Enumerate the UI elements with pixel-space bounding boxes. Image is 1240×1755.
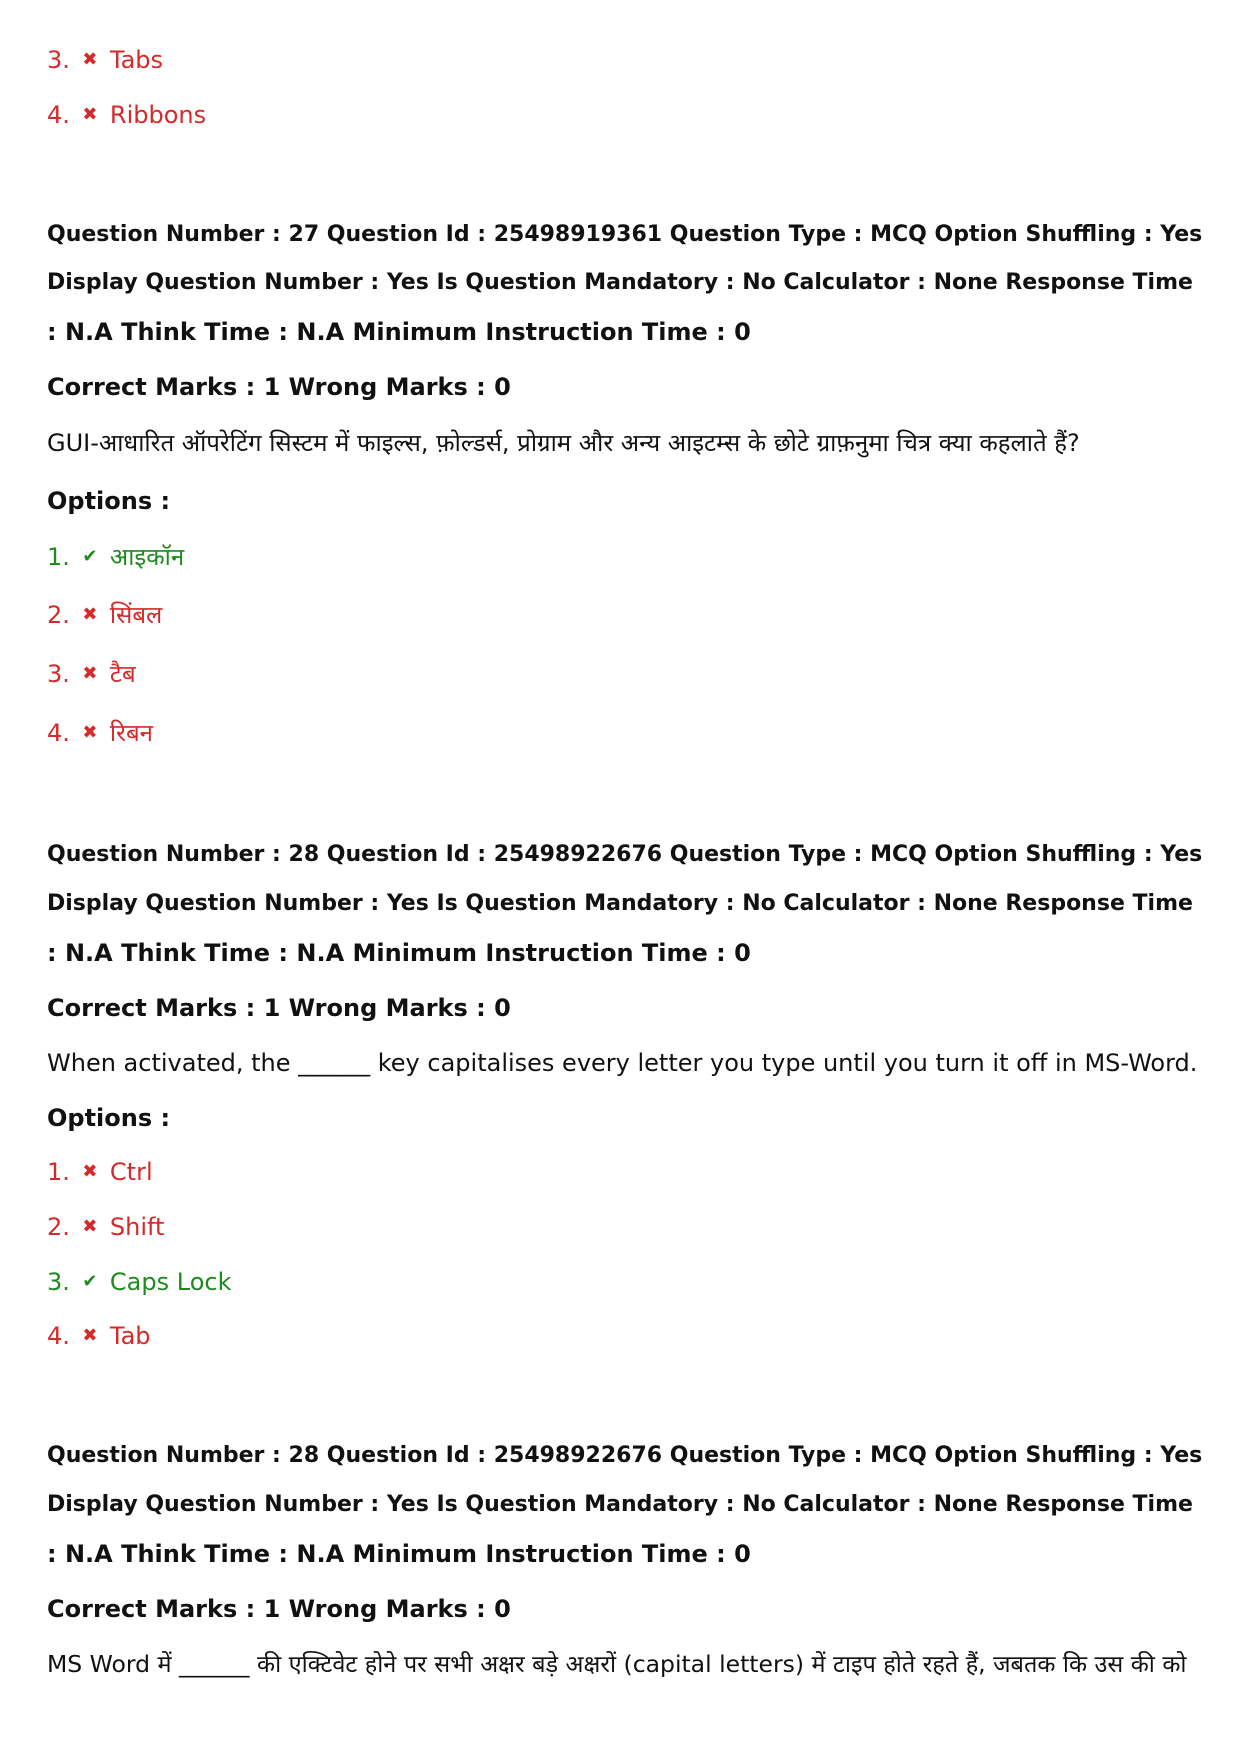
marks-line: Correct Marks : 1 Wrong Marks : 0: [47, 373, 511, 401]
question-meta-line: Display Question Number : Yes Is Question Mandatory : No Calculator : None Response Time: [47, 891, 1193, 916]
wrong-icon: ✖: [82, 663, 98, 684]
option-text: टैब: [109, 660, 136, 688]
option-text: Tab: [109, 1322, 151, 1350]
wrong-icon: ✖: [82, 1161, 98, 1182]
wrong-icon: ✖: [82, 1325, 98, 1346]
question-meta-line: Question Number : 27 Question Id : 25498919361 Question Type : MCQ Option Shuffling : Yes: [47, 222, 1203, 247]
wrong-icon: ✖: [82, 604, 98, 625]
question-meta-line: Display Question Number : Yes Is Question Mandatory : No Calculator : None Response Time: [47, 270, 1193, 295]
option-text: रिबन: [109, 719, 153, 747]
question-meta-line: : N.A Think Time : N.A Minimum Instruction Time : 0: [47, 318, 751, 346]
option-item: 4. ✖ Ribbons: [47, 101, 207, 129]
option-text: Ribbons: [109, 101, 207, 129]
question-text: GUI-आधारित ऑपरेटिंग सिस्टम में फाइल्स, फ़ोल्डर्स, प्रोग्राम और अन्य आइटम्स के छोटे ग्राफ़नुमा चित्र क्या कहलाते हैं?: [47, 429, 1080, 457]
wrong-icon: ✖: [82, 722, 98, 743]
wrong-icon: ✖: [82, 104, 98, 125]
marks-line: Correct Marks : 1 Wrong Marks : 0: [47, 1595, 511, 1623]
options-label: Options :: [47, 1104, 171, 1132]
question-text: MS Word में ______ की एक्टिवेट होने पर सभी अक्षर बड़े अक्षरों (capital letters) में टाइप होते रहते हैं, जबतक कि उस की को: [47, 1650, 1187, 1678]
check-icon: ✔: [82, 1271, 98, 1292]
option-text: Ctrl: [109, 1158, 153, 1186]
wrong-icon: ✖: [82, 1216, 98, 1237]
option-item: 1. ✔ आइकॉन: [47, 543, 185, 571]
question-meta-line: : N.A Think Time : N.A Minimum Instruction Time : 0: [47, 939, 751, 967]
question-meta-line: Question Number : 28 Question Id : 25498922676 Question Type : MCQ Option Shuffling : Yes: [47, 1443, 1203, 1468]
option-item: 3. ✖ टैब: [47, 660, 136, 688]
wrong-icon: ✖: [82, 49, 98, 70]
option-item: 2. ✖ सिंबल: [47, 601, 163, 629]
marks-line: Correct Marks : 1 Wrong Marks : 0: [47, 994, 511, 1022]
check-icon: ✔: [82, 546, 98, 567]
option-text: Tabs: [109, 46, 164, 74]
options-label: Options :: [47, 487, 171, 515]
option-text: Shift: [109, 1213, 165, 1241]
option-item: 4. ✖ रिबन: [47, 719, 153, 747]
option-item: 3. ✔ Caps Lock: [47, 1268, 232, 1296]
option-text: सिंबल: [109, 601, 163, 629]
option-text: आइकॉन: [109, 543, 185, 571]
question-meta-line: Display Question Number : Yes Is Question Mandatory : No Calculator : None Response Time: [47, 1492, 1193, 1517]
option-item: 1. ✖ Ctrl: [47, 1158, 153, 1186]
option-item: 3. ✖ Tabs: [47, 46, 164, 74]
option-text: Caps Lock: [109, 1268, 232, 1296]
option-item: 2. ✖ Shift: [47, 1213, 165, 1241]
question-text: When activated, the ______ key capitalises every letter you type until you turn it off in MS-Word.: [47, 1049, 1198, 1077]
question-meta-line: Question Number : 28 Question Id : 25498922676 Question Type : MCQ Option Shuffling : Yes: [47, 842, 1203, 867]
question-meta-line: : N.A Think Time : N.A Minimum Instruction Time : 0: [47, 1540, 751, 1568]
option-item: 4. ✖ Tab: [47, 1322, 151, 1350]
